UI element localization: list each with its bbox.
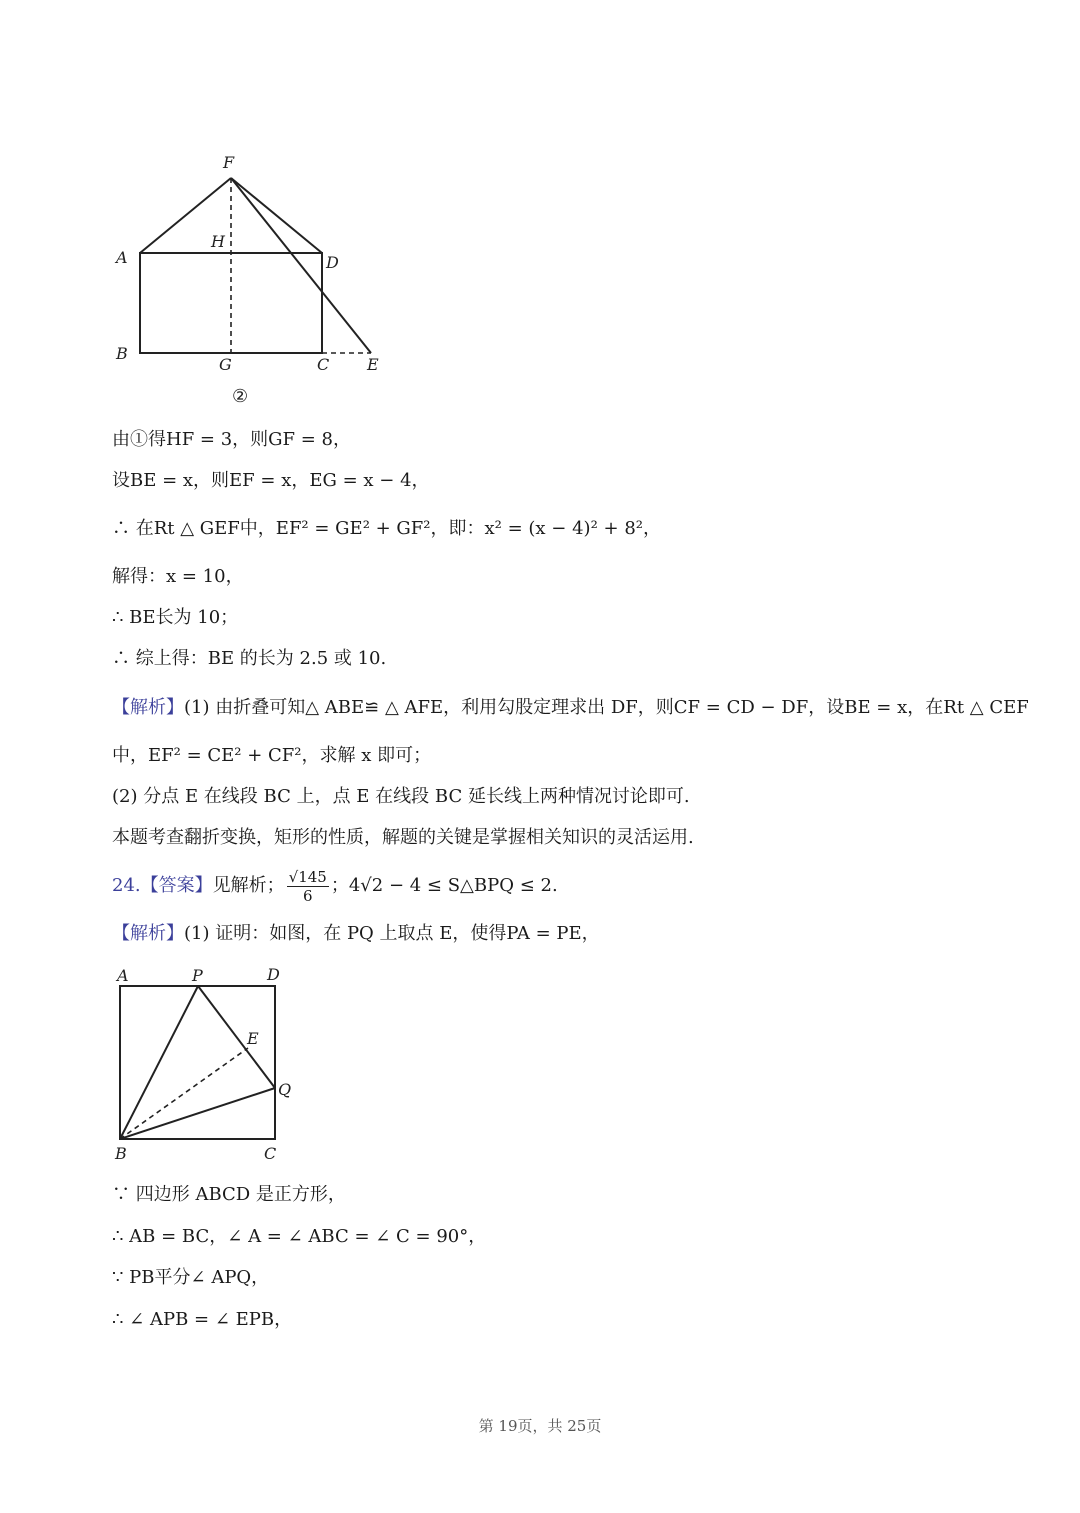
page-footer: 第 19页，共 25页 [478,1417,602,1435]
proof-line-4: ∴ ∠ APB = ∠ EPB， [112,1309,293,1330]
analysis-line-2: 中，EF² = CE² + CF²，求解 x 即可； [112,745,432,766]
question-number: 24. [112,875,141,896]
label-D2: D [267,965,280,984]
label-H: H [211,232,225,251]
analysis-line-1 [112,695,1029,721]
proof-line-1: ∵ 四边形 ABCD 是正方形， [112,1184,346,1205]
label-A2: A [117,966,129,985]
text-line-5: ∴ BE长为 10； [112,607,239,628]
label-Q2: Q [278,1080,292,1099]
analysis-tag: 【解析】 [112,697,184,718]
figure-square [105,962,305,1167]
label-E: E [367,355,379,374]
analysis-line-3: (2) 分点 E 在线段 BC 上，点 E 在线段 BC 延长线上两种情况讨论即可. [112,786,690,807]
answer-text-2: ；4√2 − 4 ≤ S△BPQ ≤ 2. [330,875,558,896]
analysis2-tag: 【解析】 [112,923,184,944]
text-line-3: ∴ 在Rt △ GEF中，EF² = GE² + GF²，即：x² = (x − 4)² + 8²， [112,518,661,539]
analysis2-line-1 [112,921,600,947]
text-line-6: ∴ 综上得：BE 的长为 2.5 或 10. [112,648,387,669]
analysis-line-4: 本题考查翻折变换，矩形的性质，解题的关键是掌握相关知识的灵活运用. [112,827,694,848]
label-B2: B [115,1144,127,1163]
label-E2: E [247,1029,259,1048]
label-F: F [223,153,235,172]
label-A: A [116,248,128,267]
answer-text-1: 见解析； [212,875,285,896]
answer-tag: 【答案】 [140,875,213,896]
proof-line-3: ∵ PB平分∠ APQ， [112,1267,270,1288]
answer-line [112,866,558,906]
text-line-4: 解得：x = 10， [112,566,244,587]
analysis-text-1: (1) 由折叠可知△ ABE≌ △ AFE，利用勾股定理求出 DF，则CF = CD − DF，设BE = x，在Rt △ CEF [184,697,1029,718]
figure-caption: ② [232,386,249,407]
text-line-2: 设BE = x，则EF = x，EG = x − 4， [112,470,430,491]
label-C: C [317,355,330,374]
label-B: B [116,344,128,363]
fraction-denominator: 6 [302,886,313,905]
label-C2: C [264,1144,277,1163]
proof-line-2: ∴ AB = BC，∠ A = ∠ ABC = ∠ C = 90°， [112,1226,487,1247]
figure-rectangle-fold [100,145,400,410]
fraction-numerator: √145 [288,867,327,886]
label-P2: P [192,966,203,985]
label-G: G [219,355,232,374]
label-D: D [326,253,339,272]
fraction [287,868,329,905]
analysis2-text-1: (1) 证明：如图，在 PQ 上取点 E，使得PA = PE， [184,923,600,944]
text-line-1: 由①得HF = 3，则GF = 8， [112,429,352,450]
